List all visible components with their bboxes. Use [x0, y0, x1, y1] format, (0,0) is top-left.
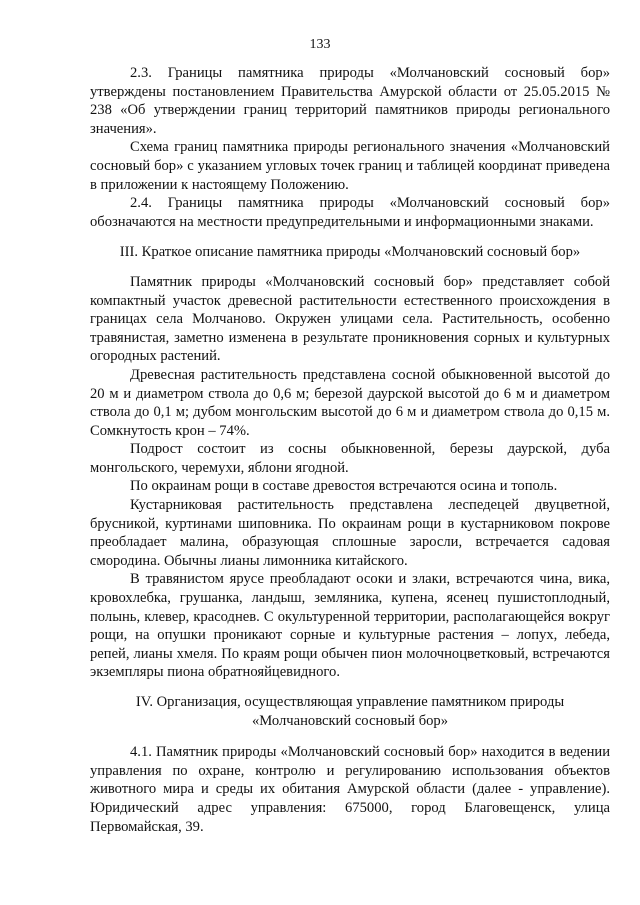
paragraph-herbs: В травянистом ярусе преобладают осоки и злаки, встречаются чина, вика, кровохлебка, грушанка, ландыш, земляника, купена, ясенец пушистоплодный, полынь, клевер, красоднев. С окультуренной территории, располагающейся вокруг рощи, на опушки проникают сорные и культурные растения – лопух, лебеда, репей, лианы хмеля. По краям рощи обычен пион молочноцветковый, встречаются экземпляры пиона обратнояйцевидного. [90, 571, 610, 681]
section-4-heading [90, 693, 610, 730]
section-4-heading-line1: IV. Организация, осуществляющая управление памятником природы [135, 694, 565, 710]
section-4-heading-line2: «Молчановский сосновый бор» [251, 712, 449, 729]
paragraph-schema: Схема границ памятника природы регионального значения «Молчановский сосновый бор» с указанием угловых точек границ и таблицей координат приведена в приложении к настоящему Положению. [90, 139, 610, 193]
paragraph-trees: Древесная растительность представлена сосной обыкновенной высотой до 20 м и диаметром ствола до 0,6 м; березой даурской высотой до 6 м и диаметром ствола до 0,1 м; дубом монгольским высотой до 6 м и диаметром ствола до 0,15 м. Сомкнутость крон – 74%. [90, 366, 610, 439]
paragraph-undergrowth: Подрост состоит из сосны обыкновенной, березы даурской, дуба монгольского, черемухи, яблони ягодной. [90, 441, 610, 476]
section-3-heading: III. Краткое описание памятника природы «Молчановский сосновый бор» [119, 244, 581, 261]
paragraph-4-1: 4.1. Памятник природы «Молчановский сосновый бор» находится в ведении управления по охране, контролю и регулированию использования объектов животного мира и среды их обитания Амурской области (далее - управление). Юридический адрес управления: 675000, город Благовещенск, улица Первомайская, 39. [90, 744, 610, 835]
document-body [90, 64, 610, 836]
paragraph-shrubs: Кустарниковая растительность представлена леспедецей двуцветной, брусникой, куртинами шиповника. По окраинам рощи в кустарниковом покрове преобладает малина, образующая сплошные заросли, встречается садовая смородина. Обычны лианы лимонника китайского. [90, 497, 610, 569]
paragraph-description: Памятник природы «Молчановский сосновый бор» представляет собой компактный участок древесной растительности естественного происхождения в границах села Молчаново. Окружен улицами села. Растительность, особенно травянистая, заметно изменена в результате проникновения сорных и культурных огородных растений. [90, 273, 610, 365]
paragraph-2-3: 2.3. Границы памятника природы «Молчановский сосновый бор» утверждены постановлением Правительства Амурской области от 25.05.2015 № 238 «Об утверждении границ территорий памятников природы регионального значения». [90, 65, 610, 137]
paragraph-edges: По окраинам рощи в составе древостоя встречаются осина и тополь. [130, 478, 558, 495]
paragraph-2-4: 2.4. Границы памятника природы «Молчановский сосновый бор» обозначаются на местности предупредительными и информационными знаками. [90, 195, 610, 230]
page-number: 133 [309, 37, 331, 52]
